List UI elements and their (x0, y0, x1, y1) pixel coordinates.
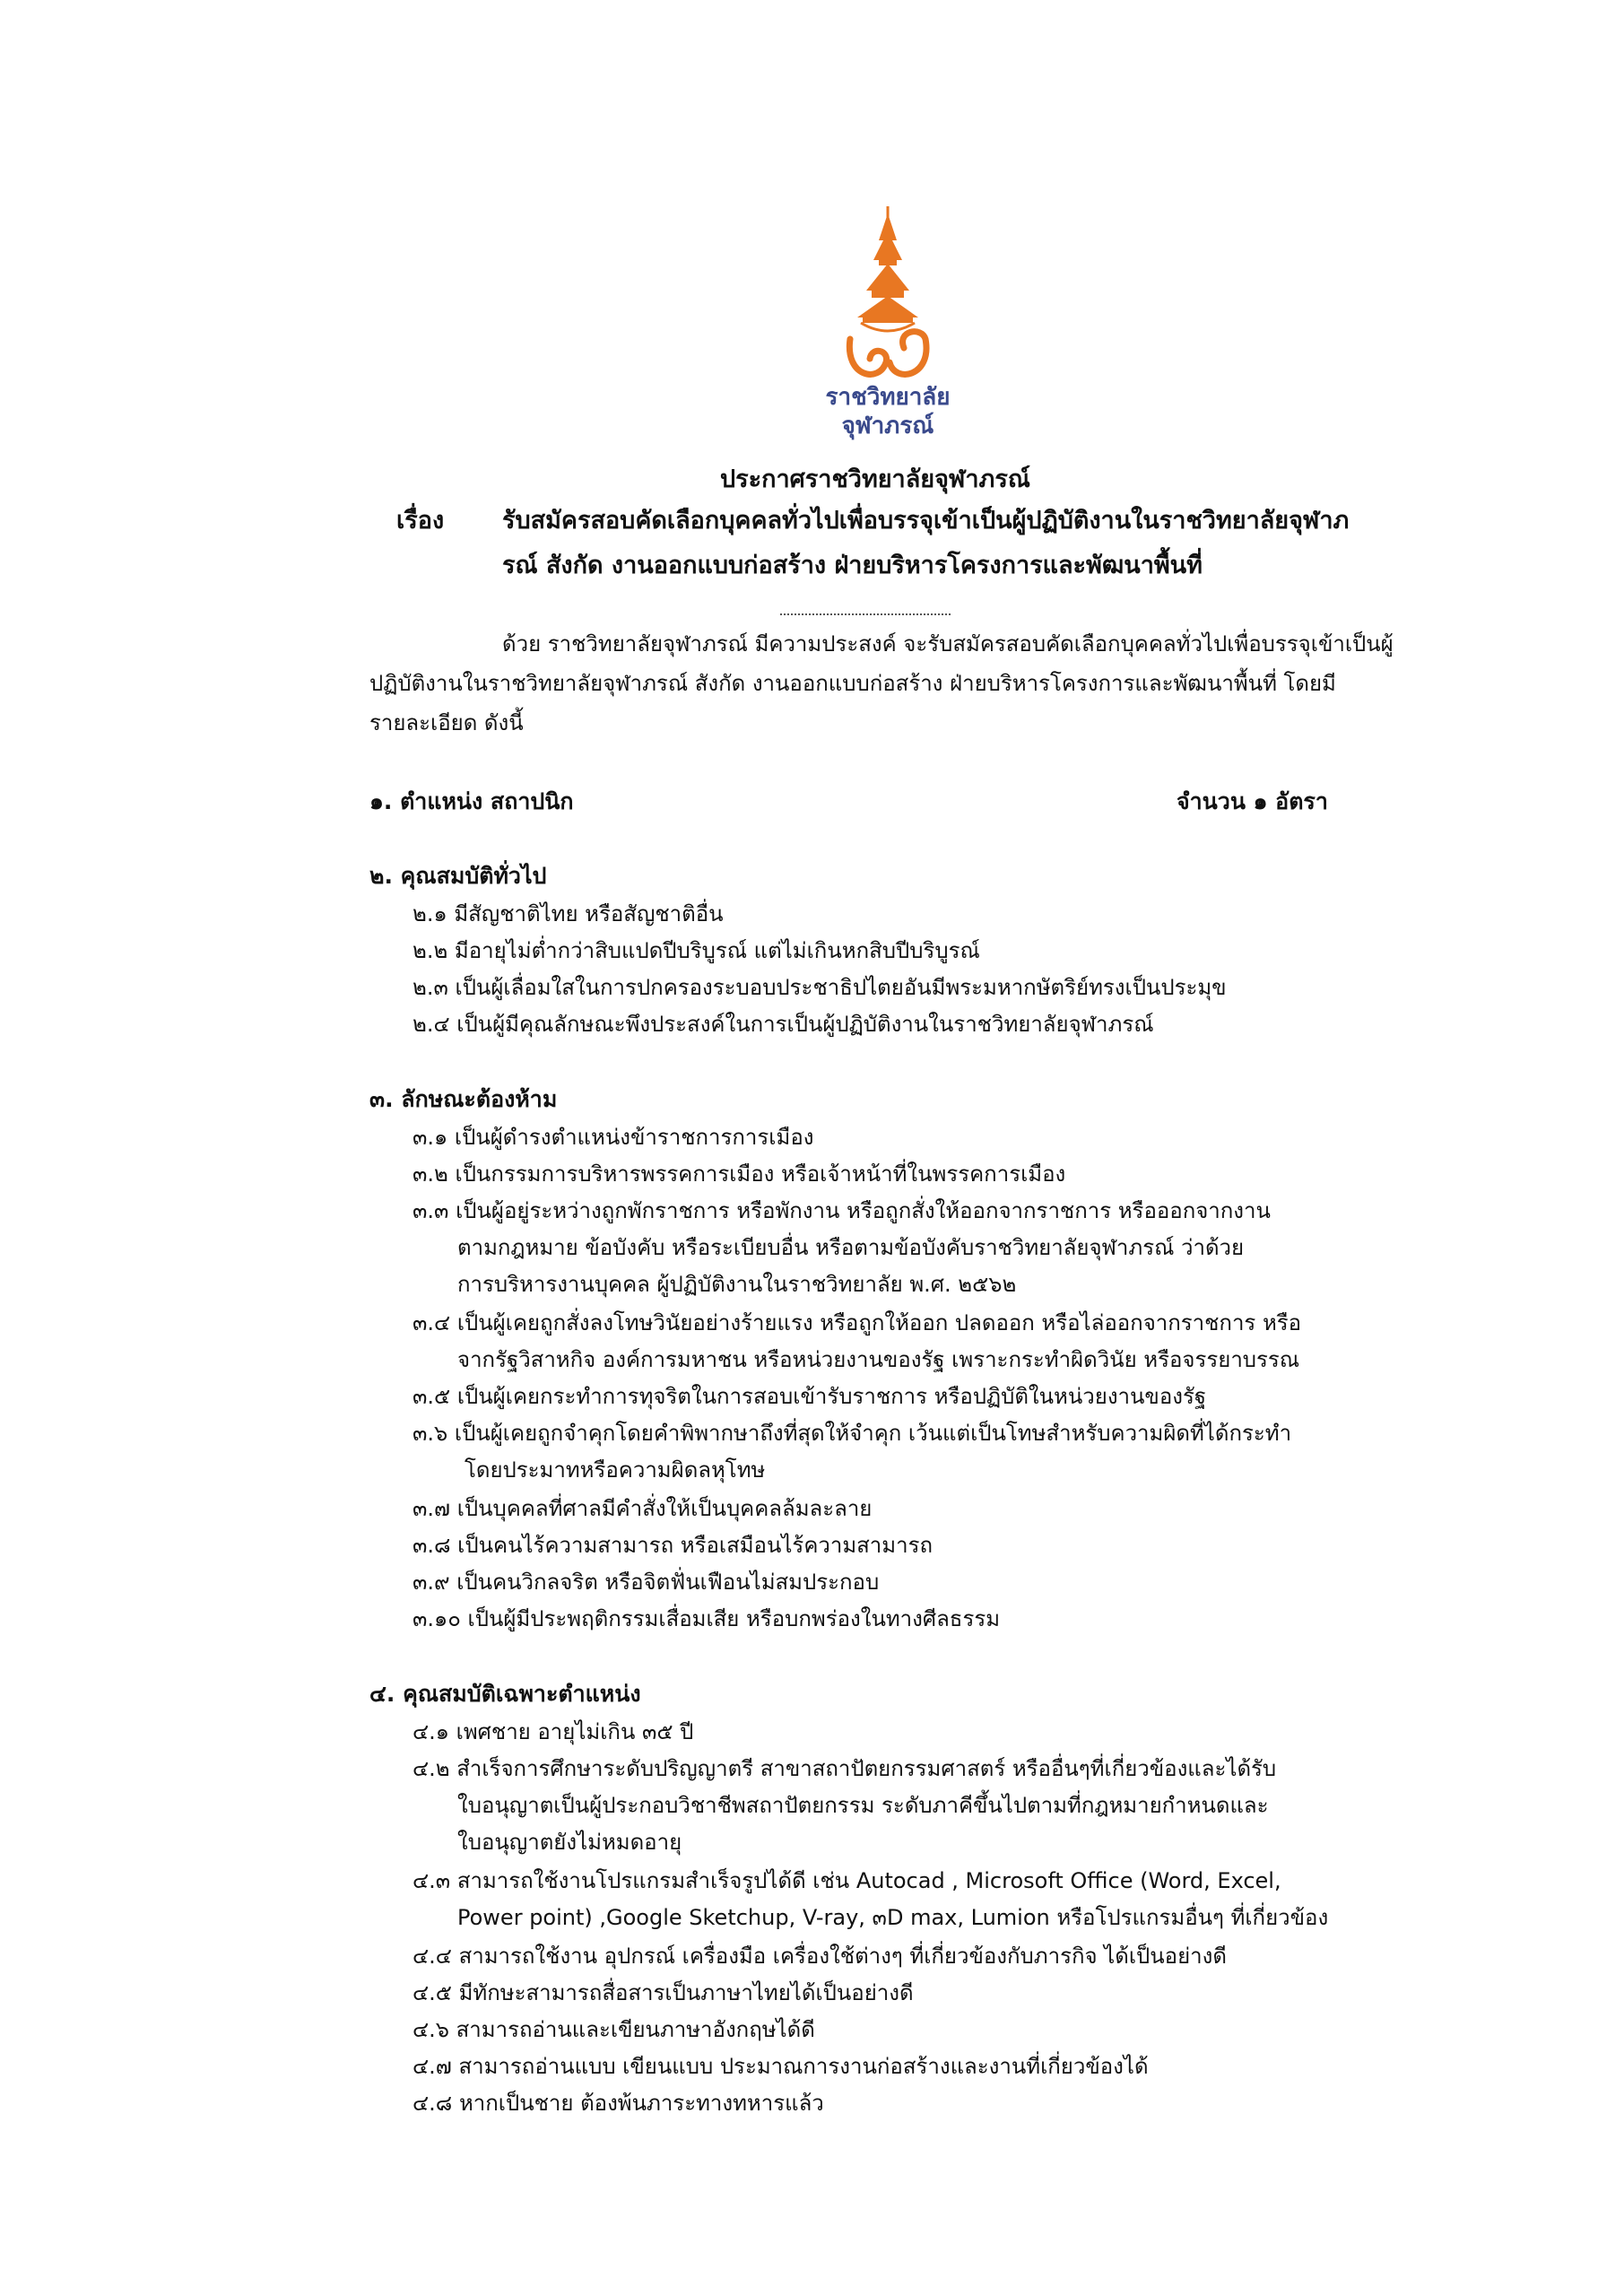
section-4-heading: ๔. คุณสมบัติเฉพาะตำแหน่ง (369, 1681, 641, 1707)
list-item: ๓.๖ เป็นผู้เคยถูกจำคุกโดยคำพิพากษาถึงที่สุดให้จำคุก เว้นแต่เป็นโทษสำหรับความผิดที่ได้กระทำ (413, 1421, 1292, 1446)
list-item: ๓.๒ เป็นกรรมการบริหารพรรคการเมือง หรือเจ้าหน้าที่ในพรรคการเมือง (413, 1161, 1066, 1187)
list-item: ๓.๕ เป็นผู้เคยกระทำการทุจริตในการสอบเข้ารับราชการ หรือปฏิบัติในหน่วยงานของรัฐ (413, 1384, 1207, 1409)
subject-line-1: รับสมัครสอบคัดเลือกบุคคลทั่วไปเพื่อบรรจุเข้าเป็นผู้ปฏิบัติงานในราชวิทยาลัยจุฬาภ (502, 507, 1350, 535)
position-label: ๑. ตำแหน่ง สถาปนิก (369, 788, 574, 814)
list-item: ๔.๗ สามารถอ่านแบบ เขียนแบบ ประมาณการงานก่อสร้างและงานที่เกี่ยวข้องได้ (413, 2054, 1149, 2079)
list-item-continuation: การบริหารงานบุคคล ผู้ปฏิบัติงานในราชวิทยาลัย พ.ศ. ๒๕๖๒ (457, 1272, 1017, 1297)
list-item: ๔.๖ สามารถอ่านและเขียนภาษาอังกฤษได้ดี (413, 2017, 815, 2042)
list-item-continuation: Power point) ,Google Sketchup, V-ray, ๓D max, Lumion หรือโปรแกรมอื่นๆ ที่เกี่ยวข้อง (457, 1905, 1329, 1930)
list-item-continuation: ใบอนุญาตยังไม่หมดอายุ (457, 1830, 682, 1855)
list-item: ๓.๘ เป็นคนไร้ความสามารถ หรือเสมือนไร้ความสามารถ (413, 1533, 933, 1558)
list-item: ๔.๓ สามารถใช้งานโปรแกรมสำเร็จรูปได้ดี เช่น Autocad , Microsoft Office (Word, Excel, (413, 1868, 1281, 1893)
list-item-continuation: จากรัฐวิสาหกิจ องค์การมหาชน หรือหน่วยงานของรัฐ เพราะกระทำผิดวินัย หรือจรรยาบรรณ (457, 1347, 1300, 1372)
intro-line-1: ด้วย ราชวิทยาลัยจุฬาภรณ์ มีความประสงค์ จะรับสมัครสอบคัดเลือกบุคคลทั่วไปเพื่อบรรจุเข้าเป็นผู้ (502, 631, 1394, 657)
list-item-continuation: ตามกฎหมาย ข้อบังคับ หรือระเบียบอื่น หรือตามข้อบังคับราชวิทยาลัยจุฬาภรณ์ ว่าด้วย (457, 1235, 1245, 1260)
list-item: ๔.๕ มีทักษะสามารถสื่อสารเป็นภาษาไทยได้เป็นอย่างดี (413, 1980, 914, 2005)
list-item-continuation: ใบอนุญาตเป็นผู้ประกอบวิชาชีพสถาปัตยกรรม ระดับภาคีขึ้นไปตามที่กฎหมายกำหนดและ (457, 1793, 1269, 1818)
list-item: ๓.๗ เป็นบุคคลที่ศาลมีคำสั่งให้เป็นบุคคลล้มละลาย (413, 1496, 873, 1521)
list-item: ๓.๑ เป็นผู้ดำรงตำแหน่งข้าราชการการเมือง (413, 1125, 814, 1150)
list-item: ๓.๙ เป็นคนวิกลจริต หรือจิตฟั่นเฟือนไม่สมประกอบ (413, 1570, 880, 1595)
section-2-heading: ๒. คุณสมบัติทั่วไป (369, 863, 547, 889)
subject-line-2: รณ์ สังกัด งานออกแบบก่อสร้าง ฝ่ายบริหารโครงการและพัฒนาพื้นที่ (502, 552, 1203, 579)
intro-line-3: รายละเอียด ดังนี้ (369, 710, 524, 735)
logo-text-line2: จุฬาภรณ์ (841, 413, 934, 439)
logo-text-line1: ราชวิทยาลัย (825, 384, 951, 411)
list-item: ๒.๒ มีอายุไม่ต่ำกว่าสิบแปดปีบริบูรณ์ แต่ไม่เกินหกสิบปีบริบูรณ์ (413, 938, 980, 963)
list-item: ๓.๓ เป็นผู้อยู่ระหว่างถูกพักราชการ หรือพักงาน หรือถูกสั่งให้ออกจากราชการ หรือออกจากงาน (413, 1198, 1271, 1223)
list-item: ๔.๘ หากเป็นชาย ต้องพ้นภาระทางทหารแล้ว (413, 2091, 824, 2116)
list-item: ๓.๑๐ เป็นผู้มีประพฤติกรรมเสื่อมเสีย หรือบกพร่องในทางศีลธรรม (413, 1606, 1001, 1631)
list-item: ๒.๑ มีสัญชาติไทย หรือสัญชาติอื่น (413, 901, 724, 926)
list-item: ๔.๑ เพศชาย อายุไม่เกิน ๓๕ ปี (413, 1719, 694, 1744)
list-item: ๔.๒ สำเร็จการศึกษาระดับปริญญาตรี สาขาสถาปัตยกรรมศาสตร์ หรืออื่นๆที่เกี่ยวข้องและได้รับ (413, 1756, 1277, 1781)
list-item-continuation: โดยประมาทหรือความผิดลหุโทษ (465, 1457, 766, 1483)
list-item: ๒.๔ เป็นผู้มีคุณลักษณะพึงประสงค์ในการเป็นผู้ปฏิบัติงานในราชวิทยาลัยจุฬาภรณ์ (413, 1012, 1154, 1037)
intro-line-2: ปฏิบัติงานในราชวิทยาลัยจุฬาภรณ์ สังกัด งานออกแบบก่อสร้าง ฝ่ายบริหารโครงการและพัฒนาพื้นที่ โดยมี (369, 671, 1336, 696)
position-count: จำนวน ๑ อัตรา (1177, 788, 1328, 814)
announcement-title: ประกาศราชวิทยาลัยจุฬาภรณ์ (720, 465, 1030, 493)
section-3-heading: ๓. ลักษณะต้องห้าม (369, 1086, 558, 1112)
divider (780, 613, 951, 615)
subject-label: เรื่อง (396, 507, 445, 535)
crown-emblem-icon (807, 204, 968, 384)
college-logo (807, 204, 968, 447)
list-item: ๓.๔ เป็นผู้เคยถูกสั่งลงโทษวินัยอย่างร้ายแรง หรือถูกให้ออก ปลดออก หรือไล่ออกจากราชการ หรือ (413, 1310, 1302, 1335)
list-item: ๔.๔ สามารถใช้งาน อุปกรณ์ เครื่องมือ เครื่องใช้ต่างๆ ที่เกี่ยวข้องกับภารกิจ ได้เป็นอย่างดี (413, 1944, 1227, 1969)
list-item: ๒.๓ เป็นผู้เลื่อมใสในการปกครองระบอบประชาธิปไตยอันมีพระมหากษัตริย์ทรงเป็นประมุข (413, 975, 1227, 1000)
